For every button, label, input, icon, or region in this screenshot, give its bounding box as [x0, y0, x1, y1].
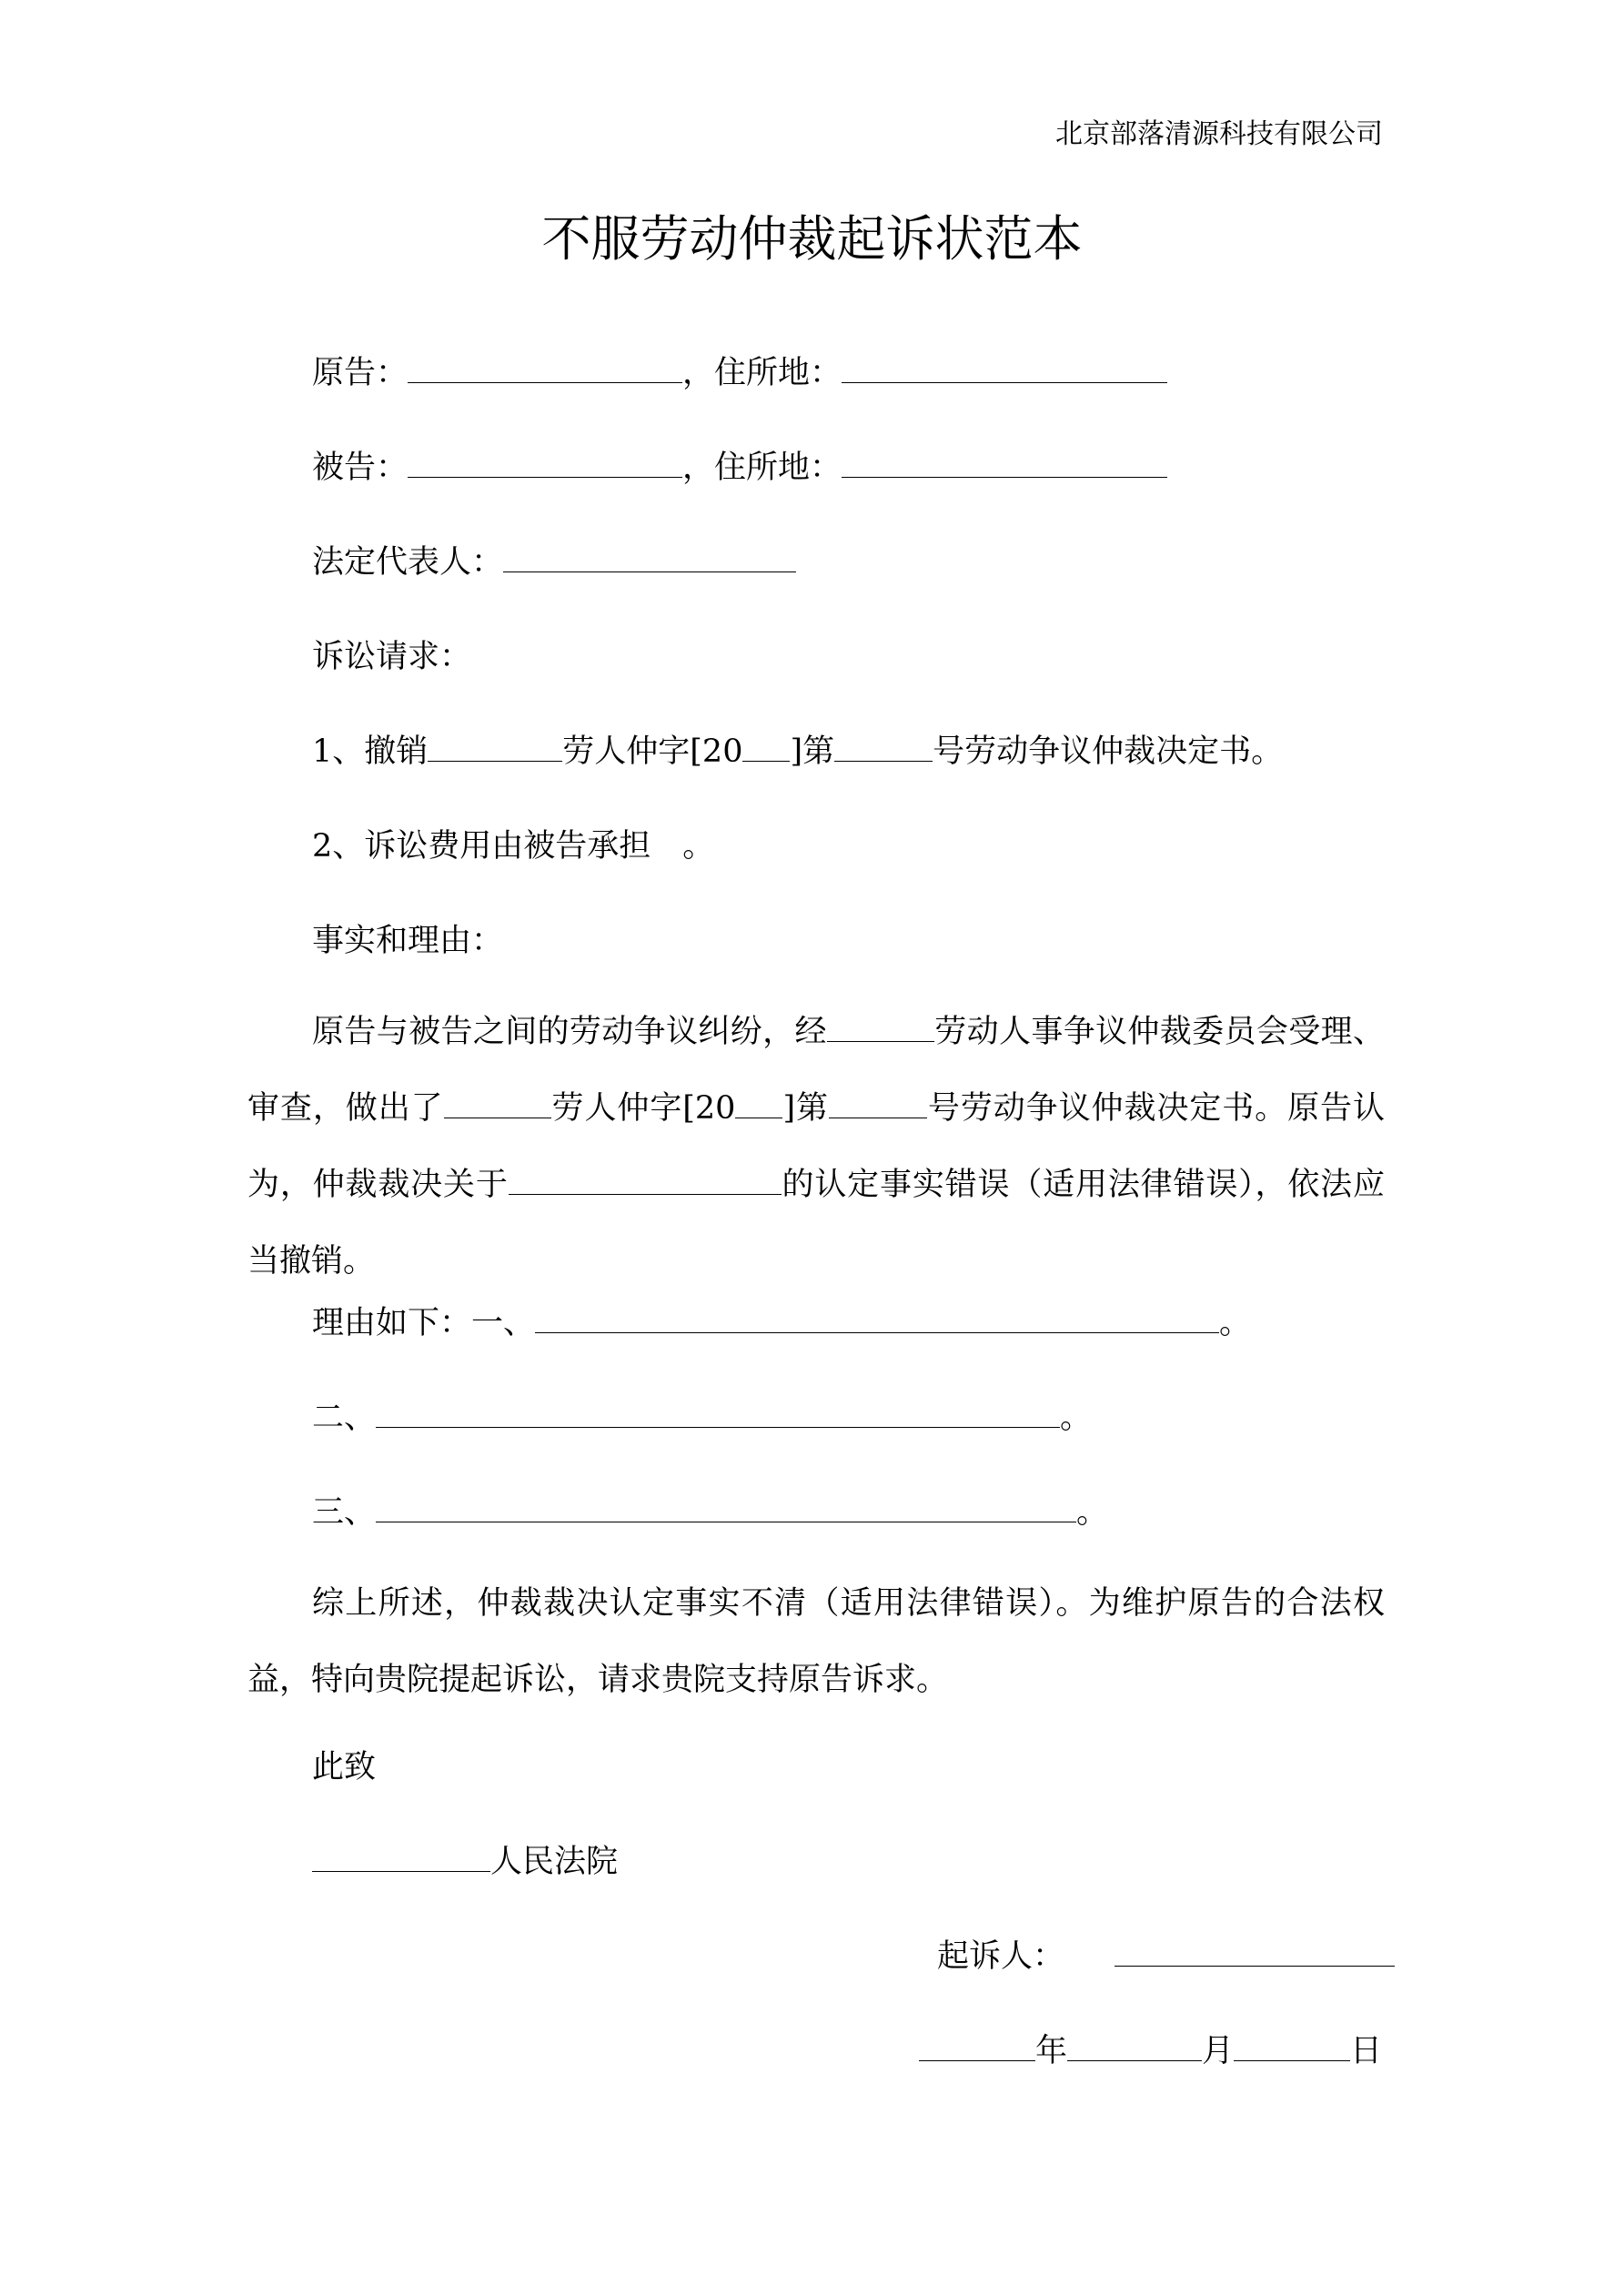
reason-2-label: 二、 — [312, 1400, 377, 1436]
plaintiff-signature-line — [937, 1935, 1395, 1978]
defendant-residence-blank[interactable] — [842, 451, 1167, 478]
salutation: 此致 — [312, 1749, 377, 1785]
claim-item-2: 2、诉讼费用由被告承担 。 — [312, 828, 715, 865]
reason-2-line — [312, 1396, 1092, 1440]
facts-text-b: 劳动人事争议仲裁委员会受理、审查，做出了 — [247, 1014, 1385, 1127]
claim1-org-blank[interactable] — [428, 735, 562, 762]
legal-rep-blank[interactable] — [503, 546, 796, 572]
facts-text-d: ]第 — [782, 1090, 829, 1127]
reason-1-blank[interactable] — [535, 1307, 1219, 1333]
facts-text-f: 的认定事实错误（适用法律错误），依法应当撤销。 — [247, 1167, 1385, 1279]
reason-2-blank[interactable] — [376, 1401, 1060, 1428]
document-title: 不服劳动仲裁起诉状范本 — [541, 210, 1083, 268]
reason-3-blank[interactable] — [376, 1496, 1076, 1522]
defendant-label: 被告： — [312, 450, 409, 486]
claim1-text-b: 劳人仲字[20 — [562, 733, 743, 770]
company-name: 北京部落清源科技有限公司 — [1055, 118, 1383, 150]
reason-3-period: 。 — [1076, 1494, 1109, 1531]
facts-year-blank[interactable] — [735, 1092, 782, 1118]
reason-1-line — [312, 1301, 1251, 1345]
reason-2-period: 。 — [1060, 1400, 1093, 1436]
facts-committee-blank[interactable] — [827, 1016, 934, 1042]
facts-text-c: 劳人仲字[20 — [550, 1090, 736, 1127]
court-suffix: 人民法院 — [490, 1844, 619, 1880]
date-line — [919, 2029, 1382, 2073]
plaintiff-label: 原告： — [312, 355, 409, 391]
claim-item-1 — [312, 730, 1283, 774]
facts-matter-blank[interactable] — [509, 1168, 782, 1195]
reason-3-line — [312, 1491, 1108, 1534]
month-blank[interactable] — [1067, 2035, 1202, 2061]
facts-heading: 事实和理由： — [312, 923, 504, 959]
defendant-line — [312, 446, 1167, 490]
day-label: 日 — [1350, 2033, 1383, 2069]
reason-1-label: 理由如下：一、 — [312, 1305, 536, 1341]
legal-rep-label: 法定代表人： — [312, 544, 504, 581]
facts-number-blank[interactable] — [829, 1092, 927, 1118]
reason-1-period: 。 — [1219, 1305, 1252, 1341]
court-name-blank[interactable] — [312, 1846, 490, 1872]
defendant-residence-label: ，住所地： — [682, 450, 842, 486]
claim1-text-c: ]第 — [790, 733, 835, 770]
plaintiff-name-blank[interactable] — [408, 357, 682, 383]
plaintiff-residence-label: ，住所地： — [682, 355, 842, 391]
plaintiff-residence-blank[interactable] — [842, 357, 1167, 383]
plaintiff-sign-label: 起诉人： — [937, 1938, 1065, 1975]
legal-rep-line — [312, 541, 796, 584]
claims-heading: 诉讼请求： — [312, 639, 472, 675]
claim1-number-blank[interactable] — [834, 735, 933, 762]
court-line — [312, 1840, 618, 1884]
year-label: 年 — [1035, 2033, 1068, 2069]
plaintiff-signature-blank[interactable] — [1115, 1940, 1395, 1967]
facts-text-e: 号劳动争议仲裁决定书。原告认为，仲裁裁决关于 — [247, 1090, 1385, 1203]
claim1-text-d: 号劳动争议仲裁决定书。 — [933, 733, 1284, 770]
day-blank[interactable] — [1234, 2035, 1350, 2061]
conclusion-paragraph: 综上所述，仲裁裁决认定事实不清（适用法律错误）。为维护原告的合法权益，特向贵院提起诉讼，请求贵院支持原告诉求。 — [247, 1585, 1385, 1698]
claim1-year-blank[interactable] — [742, 735, 790, 762]
facts-paragraph — [247, 994, 1385, 1300]
year-blank[interactable] — [919, 2035, 1035, 2061]
claim1-text-a: 1、撤销 — [312, 733, 429, 770]
facts-org-blank[interactable] — [444, 1092, 551, 1118]
reason-3-label: 三、 — [312, 1494, 377, 1531]
facts-text-a: 原告与被告之间的劳动争议纠纷，经 — [312, 1014, 827, 1050]
defendant-name-blank[interactable] — [408, 451, 682, 478]
plaintiff-line — [312, 351, 1167, 395]
month-label: 月 — [1202, 2033, 1235, 2069]
